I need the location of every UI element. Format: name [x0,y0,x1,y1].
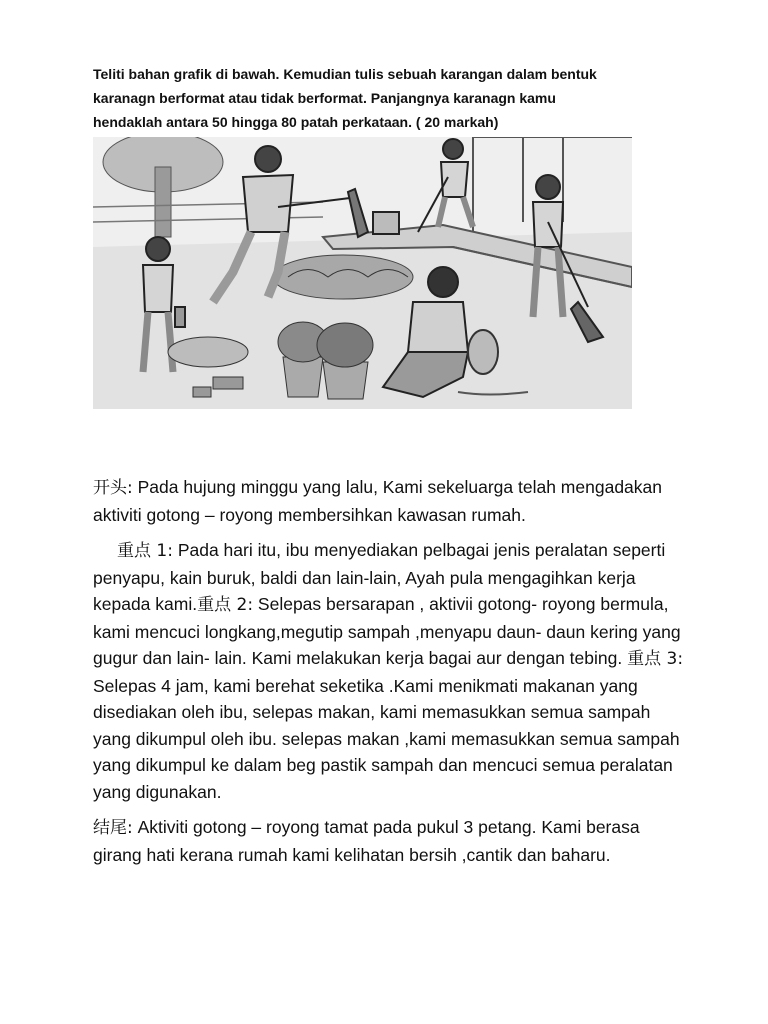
opening-label: 开头: [93,478,133,498]
closing-label: 结尾: [93,818,133,838]
family-cleaning-illustration [93,137,632,409]
illustration-drawing [93,137,632,409]
essay-body [93,537,693,805]
essay-closing [93,814,693,868]
essay-opening [93,474,693,528]
point1-text: Pada hari itu, ibu menyediakan pelbagai jenis peralatan seperti penyapu, kain buruk, baldi dan lain-lain, Ayah pula mengagihkan kerja kepada kami. [93,540,666,614]
point2-text: Selepas bersarapan , aktivii gotong- royong bermula, kami mencuci longkang,megutip sampah ,menyapu daun- daun kering yang gugur dan lain- lain. Kami melakukan kerja bagai aur dengan tebing. [93,594,681,668]
point2-label: 重点 2: [197,595,254,615]
opening-text: Pada hujung minggu yang lalu, Kami sekeluarga telah mengadakan aktiviti gotong – royong membersihkan kawasan rumah. [93,477,662,525]
closing-text: Aktiviti gotong – royong tamat pada pukul 3 petang. Kami berasa girang hati kerana rumah kami kelihatan bersih ,cantik dan baharu. [93,817,640,865]
leaf-pile-icon [273,255,413,299]
essay [93,474,693,877]
instructions [93,62,693,134]
point3-text: Selepas 4 jam, kami berehat seketika .Kami menikmati makanan yang disediakan oleh ibu, selepas makan, kami memasukkan semua sampah yang dikumpul oleh ibu. selepas makan ,kami memasukkan semua sampah yang dikumpul ke dalam beg pastik sampah dan mencuci semua peralatan yang digunakan. [93,675,680,802]
instructions-line-2: karanagn berformat atau tidak berformat. Panjangnya karanagn kamu [93,90,556,106]
point1-label: 重点 1: [117,541,173,561]
instructions-line-3: hendaklah antara 50 hingga 80 patah perkataan. ( 20 markah) [93,114,499,130]
instructions-line-1: Teliti bahan grafik di bawah. Kemudian tulis sebuah karangan dalam bentuk [93,66,597,82]
point3-label: 重点 3: [627,649,684,669]
